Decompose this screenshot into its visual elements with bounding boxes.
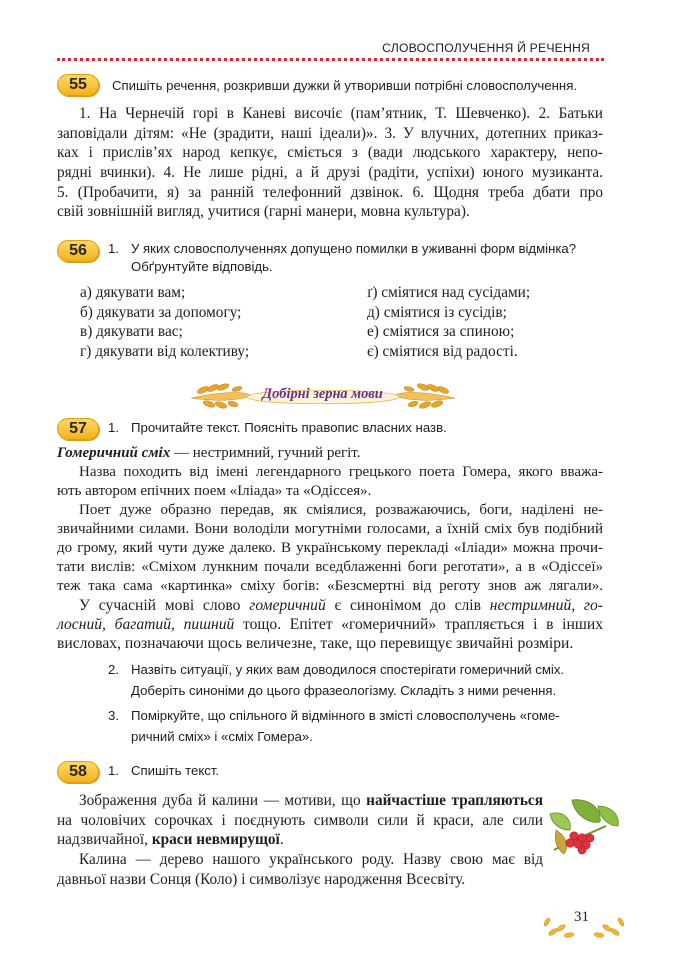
exercise-57-badge: 57 [57, 418, 99, 440]
text-run: є синонімом до слів [325, 597, 490, 614]
option: в) дякувати вас; [80, 323, 183, 341]
text-run: Зображення дуба й калини — мотиви, що [79, 792, 367, 809]
ex57-line: тати вислів: «Сміхом лункним почали вседблаженні боги реготати», а в «Одіссеї» [57, 559, 603, 575]
option: б) дякувати за допомогу; [80, 303, 242, 321]
option: а) дякувати вам; [80, 284, 186, 301]
ex56-left-options [80, 283, 249, 361]
ex55-line: 1. На Чернечій горі в Каневі височіє (пам’ятник, Т. Шевченко). 2. Батьки [79, 105, 603, 122]
term: Гомеричний сміх [57, 445, 171, 461]
ex58-line: на чоловічих сорочках і поєднують символи сили й краси, але сили [57, 811, 543, 829]
task-line: Назвіть ситуації, у яких вам доводилося спостерігати гомеричний сміх. [131, 662, 565, 677]
ex58-line: Калина — дерево нашого українського роду. Назву свою має від [79, 851, 543, 869]
option: г) дякувати від колективу; [80, 342, 250, 360]
ex55-line: ках і прислів’ях народ кепкує, сміється з (вади людського характеру, непо- [57, 144, 603, 162]
text-run: тощо. Епітет «гомеричний» трапляється і в інших [234, 616, 603, 633]
page-number: 31 [574, 909, 589, 925]
header-dotted-rule [57, 58, 604, 61]
option: є) сміятися від радості. [367, 342, 518, 360]
ex58-line [57, 830, 543, 850]
ex57-line [57, 596, 603, 615]
ex56-task-line: У яких словосполученнях допущено помилки в уживанні форм відмінка? [131, 241, 577, 256]
ex57-task2-number: 2. [108, 662, 119, 677]
ex57-line: до грому, який чути дуже далеко. В українському перекладі «Іліади» можна прочи- [57, 540, 603, 556]
exercise-58-task: Спишіть текст. [131, 763, 220, 778]
term-definition: — нестримний, гучний регіт. [170, 445, 361, 461]
ex56-task-line: Обґрунтуйте відповідь. [131, 259, 273, 274]
exercise-58-item-number: 1. [108, 763, 119, 778]
ex57-task3-number: 3. [108, 708, 119, 723]
option: е) сміятися за спиною; [367, 323, 515, 341]
running-header: СЛОВОСПОЛУЧЕННЯ Й РЕЧЕННЯ [382, 41, 590, 55]
ex57-line: висловах, позначаючи щось величезне, таке, що перевищує звичайні розміри. [57, 635, 574, 652]
ex55-line: рядні вчинки). 4. Не лише рідні, а й друзі (радіти, успіхи) юного музиканта. [57, 164, 603, 182]
text-run: У сучасній мові слово [79, 597, 250, 614]
banner-title: Добірні зерна мови [262, 386, 383, 402]
ex57-line: ють автором епічних поем «Іліада» та «Одіссея». [57, 483, 372, 499]
exercise-58-badge: 58 [57, 761, 99, 783]
text-run: . [279, 831, 284, 849]
exercise-55-badge: 55 [57, 74, 99, 96]
ex55-line: 5. (Пробачити, я) за ранній телефонний дзвінок. 6. Щодня треба дбати про [57, 183, 603, 201]
option: д) сміятися із сусідів; [367, 303, 507, 321]
ex57-line [57, 615, 603, 634]
ex58-line [57, 791, 543, 811]
exercise-57-item-number: 1. [108, 420, 119, 435]
exercise-56-item-number: 1. [108, 241, 119, 256]
task-line: Поміркуйте, що спільного й відмінного в змісті словосполучень «гоме- [131, 708, 560, 723]
ex55-line: свій зовнішній вигляд, учитися (гарні манери, мовна культура). [57, 203, 470, 221]
ex57-line: Назва походить від імені легендарного грецького поета Гомера, якого вважа- [79, 464, 603, 480]
task-line: ричний сміх» і «сміх Гомера». [131, 729, 313, 744]
italic-words: лосний, багатий, пишний [57, 616, 235, 633]
ex57-task3 [131, 705, 560, 747]
task-line: Доберіть синоніми до цього фразеологізму. Складіть з ними речення. [131, 683, 557, 698]
italic-words: нестримний, го- [489, 597, 603, 614]
viburnum-berries-icon [544, 796, 624, 860]
italic-word: гомеричний [249, 597, 326, 614]
bold-phrase: найчастіше трапляються [366, 792, 543, 809]
ex58-line: давньої назви Сонця (Коло) і символізує народження Всесвіту. [57, 870, 466, 888]
exercise-57-task: Прочитайте текст. Поясніть правопис власних назв. [131, 420, 447, 435]
exercise-58-text [57, 791, 543, 889]
ex56-right-options [367, 283, 530, 361]
term-definition-line [57, 444, 603, 463]
exercise-55-task: Спишіть речення, розкривши дужки й утворивши потрібні словосполучення. [112, 78, 577, 93]
text-run: надзвичайної, [57, 831, 152, 849]
ex57-line: теж така сама «картинка» сміху богів: «Безсмертні від реготу знов аж лягали». [57, 578, 603, 594]
ex57-line: звичайними силами. Вони володіли могутніми голосами, а їхній сміх був подібний [57, 521, 603, 537]
exercise-55-text [57, 104, 603, 222]
exercise-56-badge: 56 [57, 240, 99, 262]
option: ґ) сміятися над сусідами; [367, 284, 531, 301]
bold-phrase: краси невмирущої [151, 831, 280, 849]
ex55-line: заповідали дітям: «Не (зрадити, наші ідеали)». 3. У влучних, дотепних приказ- [57, 124, 603, 142]
exercise-57-text [57, 444, 603, 653]
ex57-task2 [131, 659, 564, 701]
ex57-line: Поет дуже образно передав, як сміялися, розважаючись, боги, наділені не- [79, 502, 603, 518]
exercise-56-task [131, 240, 576, 276]
